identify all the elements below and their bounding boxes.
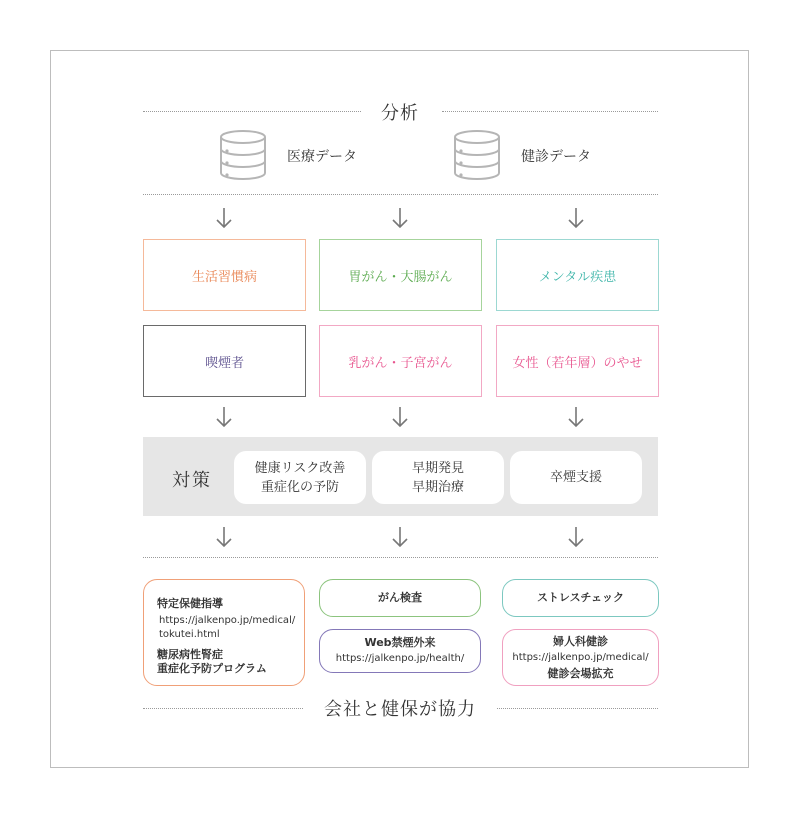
program-web-quit-smoking bbox=[319, 629, 481, 673]
dotted-divider bbox=[442, 111, 658, 112]
arrow-down-icon bbox=[566, 525, 586, 549]
arrow-down-icon bbox=[390, 206, 410, 230]
arrow-down-icon bbox=[214, 405, 234, 429]
source-checkup-label: 健診データ bbox=[521, 149, 591, 165]
program-title: Web禁煙外来 bbox=[364, 636, 436, 649]
arrow-down-icon bbox=[390, 525, 410, 549]
program-gynecology-checkup bbox=[502, 629, 659, 686]
measure-line: 早期発見 bbox=[411, 460, 464, 476]
analysis-title: 分析 bbox=[381, 103, 419, 124]
target-label: 乳がん・子宮がん bbox=[348, 355, 453, 371]
dotted-divider bbox=[497, 708, 658, 709]
target-label: 生活習慣病 bbox=[191, 269, 257, 285]
program-title: ストレスチェック bbox=[536, 591, 625, 604]
dotted-divider bbox=[143, 557, 658, 558]
target-young-women-thinness bbox=[496, 325, 659, 397]
dotted-divider bbox=[143, 111, 361, 112]
program-health-guidance bbox=[143, 579, 305, 686]
program-title: 糖尿病性腎症 bbox=[157, 648, 223, 661]
target-stomach-colon-cancer bbox=[319, 239, 482, 311]
program-title: 特定保健指導 bbox=[157, 597, 223, 610]
target-smokers bbox=[143, 325, 306, 397]
dotted-divider bbox=[143, 708, 303, 709]
dotted-divider bbox=[143, 194, 658, 195]
footer-title: 会社と健保が協力 bbox=[324, 699, 476, 720]
target-lifestyle-disease bbox=[143, 239, 306, 311]
measure-quit-smoking-support bbox=[510, 451, 642, 504]
target-breast-uterine-cancer bbox=[319, 325, 482, 397]
source-medical-label: 医療データ bbox=[287, 149, 357, 165]
measures-title: 対策 bbox=[172, 470, 212, 491]
arrow-down-icon bbox=[390, 405, 410, 429]
target-label: 女性（若年層）のやせ bbox=[512, 355, 643, 371]
measure-line: 重症化の予防 bbox=[260, 479, 339, 495]
database-icon bbox=[219, 130, 267, 180]
program-title: 重症化予防プログラム bbox=[157, 662, 267, 675]
arrow-down-icon bbox=[566, 405, 586, 429]
target-label: 喫煙者 bbox=[204, 355, 244, 371]
measure-risk-improvement bbox=[234, 451, 366, 504]
program-link[interactable]: https://jalkenpo.jp/health/ bbox=[335, 653, 465, 664]
program-link[interactable]: tokutei.html bbox=[159, 629, 220, 640]
program-title: 婦人科健診 bbox=[553, 634, 608, 648]
measure-line: 卒煙支援 bbox=[549, 470, 602, 485]
measure-early-detection bbox=[372, 451, 504, 504]
target-label: メンタル疾患 bbox=[538, 269, 617, 285]
program-link[interactable]: https://jalkenpo.jp/medical/ bbox=[512, 651, 649, 663]
target-label: 胃がん・大腸がん bbox=[348, 269, 453, 285]
program-subtitle: 健診会場拡充 bbox=[547, 666, 614, 680]
measure-line: 早期治療 bbox=[411, 479, 464, 495]
arrow-down-icon bbox=[566, 206, 586, 230]
arrow-down-icon bbox=[214, 206, 234, 230]
program-stress-check bbox=[502, 579, 659, 617]
database-icon bbox=[453, 130, 501, 180]
measure-line: 健康リスク改善 bbox=[254, 460, 346, 476]
program-title: がん検査 bbox=[378, 591, 422, 604]
arrow-down-icon bbox=[214, 525, 234, 549]
program-link[interactable]: https://jalkenpo.jp/medical/ bbox=[159, 615, 296, 626]
target-mental-illness bbox=[496, 239, 659, 311]
program-cancer-screening bbox=[319, 579, 481, 617]
